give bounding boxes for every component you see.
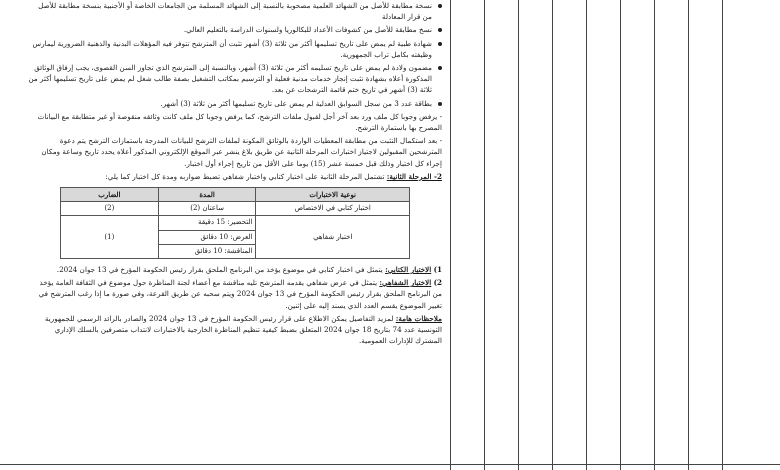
column-divider xyxy=(722,0,723,470)
column-divider xyxy=(688,0,689,470)
oral-exam-coef: (1) xyxy=(61,216,159,259)
oral-exam-name: اختبار شفاهي xyxy=(256,216,410,259)
bullet-text: نسخ مطابقة للأصل من كشوفات الأعداد للبكالوريا ولسنوات الدراسة بالتعليم العالي. xyxy=(183,25,432,35)
section-2-heading: 2- المرحلة الثانية: xyxy=(386,171,442,181)
note-title: الاختبار الكتابي: xyxy=(385,265,432,275)
table-row xyxy=(61,202,410,216)
written-exam-coef: (2) xyxy=(61,202,159,216)
written-exam-note xyxy=(28,264,442,275)
column-divider xyxy=(450,0,451,470)
bullet-item xyxy=(28,98,442,109)
bullet-text: نسخة مطابقة للأصل من الشهائد العلمية مصحوبة بالنسبة إلى الشهائد المسلمة من الجامعات الخاصة أو الأجنبية بنسخة مطابقة للأصل من قرار المعادلة xyxy=(38,1,432,22)
oral-prep-duration: التحضير: 15 دقيقة xyxy=(158,216,256,230)
note-title: الاختبار الشفاهي: xyxy=(379,278,432,288)
important-title: ملاحظات هامة: xyxy=(395,313,442,323)
note-number: 2) xyxy=(433,278,442,288)
bullet-icon xyxy=(438,102,442,106)
bullet-icon xyxy=(438,28,442,32)
bullet-item xyxy=(28,62,442,96)
bullet-icon xyxy=(438,66,442,70)
note-text: يتمثل في اختبار كتابي في موضوع يؤخذ من البرنامج الملحق بقرار رئيس الحكومة المؤرخ في 13 جوان 2024. xyxy=(56,265,386,275)
bullet-text: مضمون ولادة لم يمض على تاريخ تسليمه أكثر من ثلاثة (3) أشهر، وبالنسبة إلى المترشح الذي تجاوز السن القصوى، يجب إرفاق الوثائق المذكورة أعلاه بشهادة تثبت إنجاز خدمات مدنية فعلية أو الترسيم بمكاتب التشغيل بصفة طالب شغل لم يمض على تاريخ تسليمها أكثر من ثلاثة (3) أشهر في تاريخ ختم قائمة الترشحات عن بعد. xyxy=(28,63,432,95)
section-2-text: تشتمل المرحلة الثانية على اختبار كتابي واختبار شفاهي تضبط ضواربه ومدة كل اختبار كما يلي: xyxy=(105,171,387,181)
column-divider xyxy=(620,0,621,470)
oral-exam-note xyxy=(28,277,442,311)
table-row xyxy=(61,216,410,230)
header-exam-type: نوعية الاختبارات xyxy=(256,188,410,202)
header-coefficient: الضارب xyxy=(61,188,159,202)
bullet-text: بطاقة عدد 3 من سجل السوابق العدلية لم يمض على تاريخ تسليمها أكثر من ثلاثة (3) أشهر. xyxy=(160,98,432,108)
important-text: لمزيد التفاصيل يمكن الاطلاع على قرار رئيس الحكومة المؤرخ في 13 جوان 2024 والصادر بالرائد الرسمي للجمهورية التونسية عدد 74 بتاريخ 18 جوان 2024 المتعلق بضبط كيفية تنظيم المناظرة الخارجية بالاختبارات لانتداب متصرفين بالسلك الإداري المشترك للإدارات العمومية. xyxy=(44,313,442,346)
bullet-item xyxy=(28,0,442,22)
rejection-note: - يرفض وجوبا كل ملف ورد بعد آخر أجل لقبول ملفات الترشح، كما يرفض وجوبا كل ملف كانت وثائقه منقوصة أو غير متطابقة مع البيانات المصرح بها باستمارة الترشح. xyxy=(37,111,442,133)
bullet-icon xyxy=(438,4,442,8)
column-divider xyxy=(654,0,655,470)
note-text: يتمثل في عرض شفاهي يقدمه المترشح تليه مناقشة مع أعضاء لجنة المناظرة حول موضوع في الثقافة العامة يؤخذ من البرنامج الملحق بقرار رئيس الحكومة المؤرخ في 13 جوان 2024 ويتم سحبه عن طريق القرعة، وفي صورة ما إذا رغب المترشح في تغيير الموضوع يقسم العدد الذي يسند إليه على إثنين. xyxy=(38,278,442,310)
exams-table xyxy=(60,187,410,259)
column-divider xyxy=(484,0,485,470)
column-divider xyxy=(552,0,553,470)
written-exam-duration: ساعتان (2) xyxy=(158,202,256,216)
table-header-row xyxy=(61,188,410,202)
column-divider xyxy=(586,0,587,470)
bullet-icon xyxy=(438,42,442,46)
bullet-item xyxy=(28,38,442,60)
header-duration: المدة xyxy=(158,188,256,202)
note-number: 1) xyxy=(433,265,442,275)
bullet-item xyxy=(28,24,442,35)
written-exam-name: اختبار كتابي في الاختصاص xyxy=(256,202,410,216)
oral-discussion-duration: المناقشة: 10 دقائق xyxy=(158,244,256,258)
section-2 xyxy=(28,171,442,182)
column-divider xyxy=(518,0,519,470)
bullet-text: شهادة طبية لم يمض على تاريخ تسليمها أكثر من ثلاثة (3) أشهر تثبت أن المترشح تتوفر فيه المؤهلات البدنية والذهنية الضرورية ليمارس وظيفته بكامل تراب الجمهورية. xyxy=(32,38,432,59)
important-notes xyxy=(28,313,442,347)
invitation-note: - بعد استكمال التثبت من مطابقة المعطيات الواردة بالوثائق المكونة لملفات الترشح للبيانات المدرجة باستمارات الترشح يتم دعوة المترشحين المقبولين لاجتياز اختبارات المرحلة الثانية عن طريق بلاغ ينشر عبر الموقع الإلكتروني المذكور أعلاه يحدد تاريخ وساعة ومكان إجراء كل اختبار وذلك قبل خمسة عشر (15) يوما على الأقل من تاريخ إجراء أول اختبار. xyxy=(41,136,442,168)
main-text xyxy=(28,0,442,470)
oral-presentation-duration: العرض: 10 دقائق xyxy=(158,230,256,244)
